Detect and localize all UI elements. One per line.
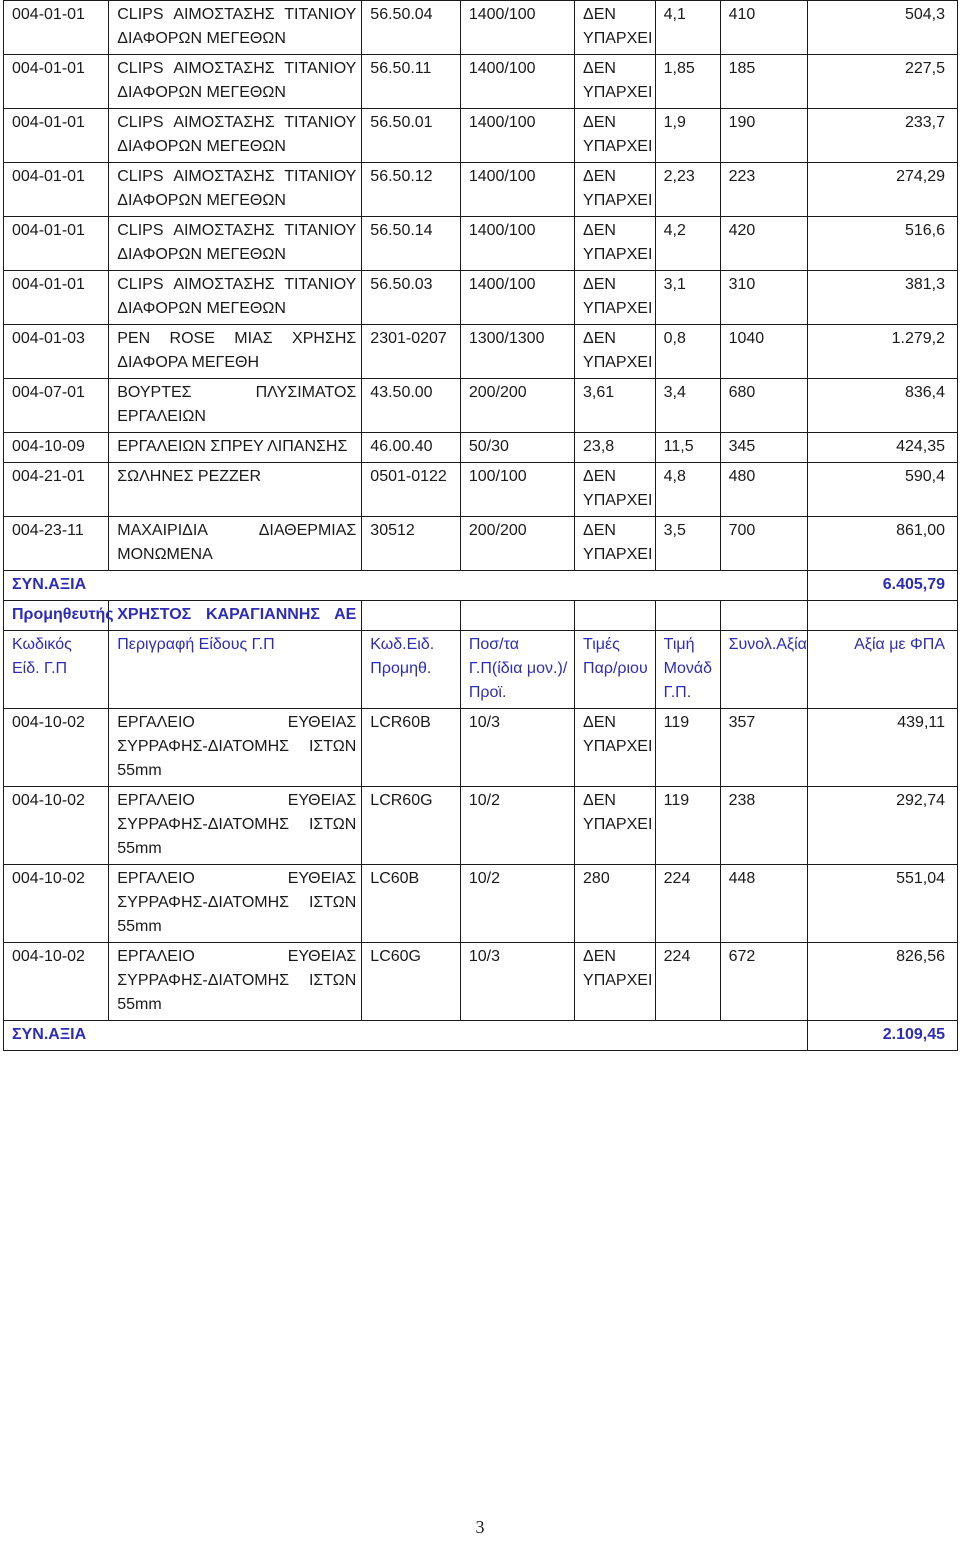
value-with-vat: 381,3	[807, 271, 957, 325]
supplier-code: 30512	[362, 517, 461, 571]
sum-label: ΣΥΝ.ΑΞΙΑ	[4, 1021, 808, 1051]
item-code: 004-01-03	[4, 325, 109, 379]
item-code: 004-10-02	[4, 943, 109, 1021]
table-row	[4, 163, 958, 217]
header-supplier-code: Κωδ.Ειδ. Προμηθ.	[362, 631, 461, 709]
item-code: 004-01-01	[4, 271, 109, 325]
item-description: ΣΩΛΗΝΕΣ PEZZER	[109, 463, 362, 517]
quantity: 1400/100	[460, 1, 574, 55]
supplier-code: 0501-0122	[362, 463, 461, 517]
quantity: 1400/100	[460, 163, 574, 217]
market-price: ΔΕΝ ΥΠΑΡΧΕΙ	[575, 55, 656, 109]
item-description: ΒΟΥΡΤΕΣ ΠΛΥΣΙΜΑΤΟΣ ΕΡΓΑΛΕΙΩΝ	[109, 379, 362, 433]
market-price: ΔΕΝ ΥΠΑΡΧΕΙ	[575, 217, 656, 271]
item-description: CLIPS ΑΙΜΟΣΤΑΣΗΣ ΤΙΤΑΝΙΟΥ ΔΙΑΦΟΡΩΝ ΜΕΓΕΘΩΝ	[109, 271, 362, 325]
table-row	[4, 379, 958, 433]
supplier-code: 56.50.03	[362, 271, 461, 325]
item-code: 004-01-01	[4, 163, 109, 217]
total-value: 680	[720, 379, 807, 433]
supplier-row	[4, 601, 958, 631]
item-code: 004-07-01	[4, 379, 109, 433]
item-description: ΜΑΧΑΙΡΙΔΙΑ ΔΙΑΘΕΡΜΙΑΣ ΜΟΝΩΜΕΝΑ	[109, 517, 362, 571]
supplier-code: 56.50.04	[362, 1, 461, 55]
sum-value: 2.109,45	[807, 1021, 957, 1051]
unit-price: 224	[655, 943, 720, 1021]
market-price: ΔΕΝ ΥΠΑΡΧΕΙ	[575, 463, 656, 517]
market-price: ΔΕΝ ΥΠΑΡΧΕΙ	[575, 1, 656, 55]
quantity: 10/3	[460, 943, 574, 1021]
value-with-vat: 861,00	[807, 517, 957, 571]
price-table	[3, 0, 958, 1051]
item-description: ΕΡΓΑΛΕΙΟ ΕΥΘΕΙΑΣ ΣΥΡΡΑΦΗΣ-ΔΙΑΤΟΜΗΣ ΙΣΤΩΝ 55mm	[109, 709, 362, 787]
item-description: CLIPS ΑΙΜΟΣΤΑΣΗΣ ΤΙΤΑΝΙΟΥ ΔΙΑΦΟΡΩΝ ΜΕΓΕΘΩΝ	[109, 1, 362, 55]
header-unit-price: Τιμή Μονάδ Γ.Π.	[655, 631, 720, 709]
empty-cell	[720, 601, 807, 631]
item-description: ΕΡΓΑΛΕΙΟ ΕΥΘΕΙΑΣ ΣΥΡΡΑΦΗΣ-ΔΙΑΤΟΜΗΣ ΙΣΤΩΝ 55mm	[109, 865, 362, 943]
quantity: 50/30	[460, 433, 574, 463]
item-description: ΕΡΓΑΛΕΙΟ ΕΥΘΕΙΑΣ ΣΥΡΡΑΦΗΣ-ΔΙΑΤΟΜΗΣ ΙΣΤΩΝ 55mm	[109, 787, 362, 865]
table-row	[4, 943, 958, 1021]
unit-price: 119	[655, 787, 720, 865]
table-row	[4, 709, 958, 787]
unit-price: 119	[655, 709, 720, 787]
table-row	[4, 271, 958, 325]
supplier-name: ΧΡΗΣΤΟΣ ΚΑΡΑΓΙΑΝΝΗΣ ΑΕ	[109, 601, 362, 631]
item-description: ΕΡΓΑΛΕΙΟ ΕΥΘΕΙΑΣ ΣΥΡΡΑΦΗΣ-ΔΙΑΤΟΜΗΣ ΙΣΤΩΝ 55mm	[109, 943, 362, 1021]
market-price: 280	[575, 865, 656, 943]
total-value: 480	[720, 463, 807, 517]
empty-cell	[460, 601, 574, 631]
value-with-vat: 590,4	[807, 463, 957, 517]
unit-price: 1,9	[655, 109, 720, 163]
total-value: 185	[720, 55, 807, 109]
supplier-code: 56.50.01	[362, 109, 461, 163]
item-description: CLIPS ΑΙΜΟΣΤΑΣΗΣ ΤΙΤΑΝΙΟΥ ΔΙΑΦΟΡΩΝ ΜΕΓΕΘΩΝ	[109, 217, 362, 271]
quantity: 1300/1300	[460, 325, 574, 379]
item-code: 004-23-11	[4, 517, 109, 571]
sum-row	[4, 571, 958, 601]
header-market-price: Τιμές Παρ/ριου	[575, 631, 656, 709]
market-price: ΔΕΝ ΥΠΑΡΧΕΙ	[575, 325, 656, 379]
supplier-label: Προμηθευτής	[4, 601, 109, 631]
item-code: 004-10-09	[4, 433, 109, 463]
unit-price: 1,85	[655, 55, 720, 109]
table-body	[4, 1, 958, 1051]
market-price: ΔΕΝ ΥΠΑΡΧΕΙ	[575, 787, 656, 865]
total-value: 672	[720, 943, 807, 1021]
sum-row	[4, 1021, 958, 1051]
unit-price: 2,23	[655, 163, 720, 217]
unit-price: 3,5	[655, 517, 720, 571]
item-description: PEN ROSE ΜΙΑΣ ΧΡΗΣΗΣ ΔΙΑΦΟΡΑ ΜΕΓΕΘΗ	[109, 325, 362, 379]
header-row	[4, 631, 958, 709]
total-value: 448	[720, 865, 807, 943]
value-with-vat: 836,4	[807, 379, 957, 433]
market-price: ΔΕΝ ΥΠΑΡΧΕΙ	[575, 517, 656, 571]
value-with-vat: 227,5	[807, 55, 957, 109]
quantity: 1400/100	[460, 271, 574, 325]
unit-price: 4,1	[655, 1, 720, 55]
value-with-vat: 439,11	[807, 709, 957, 787]
item-description: CLIPS ΑΙΜΟΣΤΑΣΗΣ ΤΙΤΑΝΙΟΥ ΔΙΑΦΟΡΩΝ ΜΕΓΕΘΩΝ	[109, 163, 362, 217]
unit-price: 0,8	[655, 325, 720, 379]
header-total: Συνολ.Αξία	[720, 631, 807, 709]
supplier-code: 56.50.12	[362, 163, 461, 217]
total-value: 310	[720, 271, 807, 325]
table-row	[4, 433, 958, 463]
item-code: 004-10-02	[4, 865, 109, 943]
total-value: 1040	[720, 325, 807, 379]
value-with-vat: 1.279,2	[807, 325, 957, 379]
empty-cell	[655, 601, 720, 631]
quantity: 1400/100	[460, 109, 574, 163]
total-value: 223	[720, 163, 807, 217]
empty-cell	[807, 601, 957, 631]
header-description: Περιγραφή Είδους Γ.Π	[109, 631, 362, 709]
item-code: 004-01-01	[4, 217, 109, 271]
unit-price: 4,2	[655, 217, 720, 271]
table-row	[4, 517, 958, 571]
item-description: CLIPS ΑΙΜΟΣΤΑΣΗΣ ΤΙΤΑΝΙΟΥ ΔΙΑΦΟΡΩΝ ΜΕΓΕΘΩΝ	[109, 109, 362, 163]
value-with-vat: 274,29	[807, 163, 957, 217]
supplier-code: LCR60B	[362, 709, 461, 787]
market-price: ΔΕΝ ΥΠΑΡΧΕΙ	[575, 709, 656, 787]
market-price: 23,8	[575, 433, 656, 463]
quantity: 200/200	[460, 517, 574, 571]
table-row	[4, 217, 958, 271]
quantity: 1400/100	[460, 55, 574, 109]
quantity: 10/3	[460, 709, 574, 787]
unit-price: 11,5	[655, 433, 720, 463]
page-number: 3	[475, 1517, 485, 1537]
value-with-vat: 233,7	[807, 109, 957, 163]
empty-cell	[362, 601, 461, 631]
total-value: 410	[720, 1, 807, 55]
item-code: 004-21-01	[4, 463, 109, 517]
sum-label: ΣΥΝ.ΑΞΙΑ	[4, 571, 808, 601]
unit-price: 4,8	[655, 463, 720, 517]
unit-price: 3,1	[655, 271, 720, 325]
item-code: 004-01-01	[4, 109, 109, 163]
market-price: 3,61	[575, 379, 656, 433]
supplier-code: LCR60G	[362, 787, 461, 865]
table-row	[4, 55, 958, 109]
total-value: 190	[720, 109, 807, 163]
table-row	[4, 109, 958, 163]
item-description: ΕΡΓΑΛΕΙΩΝ ΣΠΡΕΥ ΛΙΠΑΝΣΗΣ	[109, 433, 362, 463]
supplier-code: 46.00.40	[362, 433, 461, 463]
supplier-code: 56.50.11	[362, 55, 461, 109]
market-price: ΔΕΝ ΥΠΑΡΧΕΙ	[575, 163, 656, 217]
total-value: 357	[720, 709, 807, 787]
value-with-vat: 826,56	[807, 943, 957, 1021]
table-row	[4, 787, 958, 865]
item-code: 004-10-02	[4, 709, 109, 787]
quantity: 200/200	[460, 379, 574, 433]
value-with-vat: 424,35	[807, 433, 957, 463]
table-row	[4, 325, 958, 379]
total-value: 700	[720, 517, 807, 571]
supplier-code: 2301-0207	[362, 325, 461, 379]
item-code: 004-10-02	[4, 787, 109, 865]
item-code: 004-01-01	[4, 1, 109, 55]
quantity: 100/100	[460, 463, 574, 517]
supplier-code: 56.50.14	[362, 217, 461, 271]
header-quantity: Ποσ/τα Γ.Π(ίδια μον.)/Προϊ.	[460, 631, 574, 709]
table-row	[4, 463, 958, 517]
total-value: 345	[720, 433, 807, 463]
supplier-code: LC60G	[362, 943, 461, 1021]
market-price: ΔΕΝ ΥΠΑΡΧΕΙ	[575, 109, 656, 163]
quantity: 1400/100	[460, 217, 574, 271]
header-vat: Αξία με ΦΠΑ	[807, 631, 957, 709]
header-code: Κωδικός Είδ. Γ.Π	[4, 631, 109, 709]
quantity: 10/2	[460, 865, 574, 943]
value-with-vat: 292,74	[807, 787, 957, 865]
table-row	[4, 1, 958, 55]
empty-cell	[575, 601, 656, 631]
table-row	[4, 865, 958, 943]
value-with-vat: 551,04	[807, 865, 957, 943]
value-with-vat: 504,3	[807, 1, 957, 55]
quantity: 10/2	[460, 787, 574, 865]
value-with-vat: 516,6	[807, 217, 957, 271]
total-value: 420	[720, 217, 807, 271]
supplier-code: 43.50.00	[362, 379, 461, 433]
unit-price: 224	[655, 865, 720, 943]
item-code: 004-01-01	[4, 55, 109, 109]
supplier-code: LC60B	[362, 865, 461, 943]
market-price: ΔΕΝ ΥΠΑΡΧΕΙ	[575, 943, 656, 1021]
item-description: CLIPS ΑΙΜΟΣΤΑΣΗΣ ΤΙΤΑΝΙΟΥ ΔΙΑΦΟΡΩΝ ΜΕΓΕΘΩΝ	[109, 55, 362, 109]
unit-price: 3,4	[655, 379, 720, 433]
market-price: ΔΕΝ ΥΠΑΡΧΕΙ	[575, 271, 656, 325]
total-value: 238	[720, 787, 807, 865]
sum-value: 6.405,79	[807, 571, 957, 601]
